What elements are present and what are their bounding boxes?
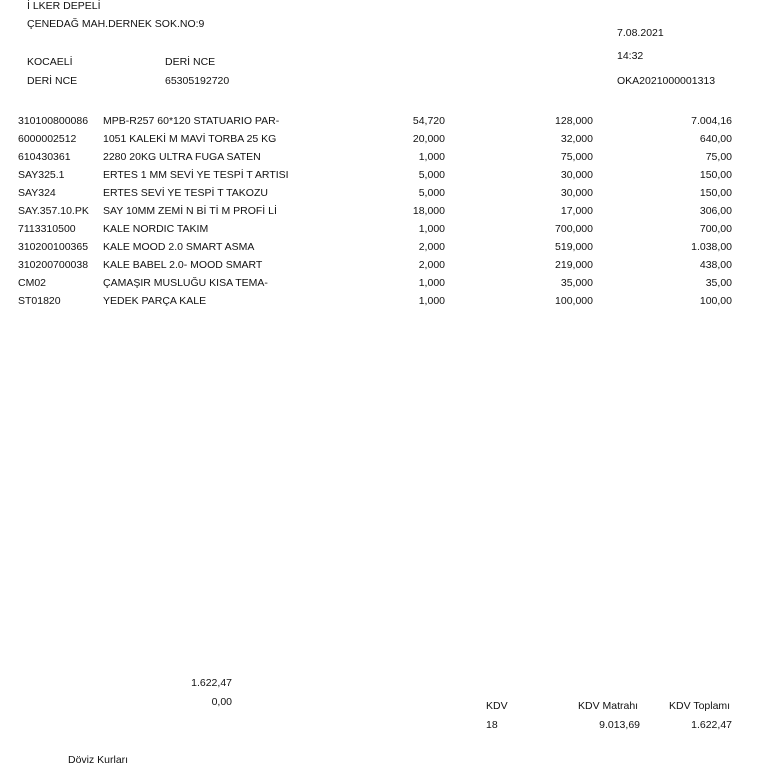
item-description: ÇAMAŞIR MUSLUĞU KISA TEMA- [103, 277, 268, 289]
item-unit-price: 219,000 [555, 259, 593, 271]
kdv-amount-header: KDV Toplamı [669, 700, 731, 712]
item-description: ERTES 1 MM SEVİ YE TESPİ T ARTISI [103, 169, 289, 181]
item-quantity: 1,000 [418, 151, 445, 163]
item-total: 700,00 [699, 223, 732, 235]
item-unit-price: 35,000 [560, 277, 593, 289]
item-quantity: 20,000 [412, 133, 445, 145]
item-description: SAY 10MM ZEMİ N Bİ Tİ M PROFİ Lİ [103, 205, 277, 217]
item-unit-price: 30,000 [560, 187, 593, 199]
item-unit-price: 30,000 [560, 169, 593, 181]
item-unit-price: 128,000 [555, 115, 593, 127]
item-description: YEDEK PARÇA KALE [103, 295, 207, 307]
kdv-base-header: KDV Matrahı [578, 700, 639, 712]
table-row [0, 259, 768, 277]
item-code: 610430361 [18, 151, 71, 163]
item-total: 7.004,16 [691, 115, 732, 127]
kdv-header: KDV [486, 700, 508, 712]
item-quantity: 1,000 [418, 277, 445, 289]
tax-office: DERİ NCE [27, 75, 78, 87]
table-row [0, 169, 768, 187]
item-quantity: 1,000 [418, 223, 445, 235]
item-total: 438,00 [699, 259, 732, 271]
item-quantity: 18,000 [412, 205, 445, 217]
item-description: 1051 KALEKİ M MAVİ TORBA 25 KG [103, 133, 277, 145]
item-code: 310200100365 [18, 241, 89, 253]
item-total: 75,00 [705, 151, 732, 163]
item-quantity: 54,720 [412, 115, 445, 127]
item-description: MPB-R257 60*120 STATUARIO PAR- [103, 115, 280, 127]
item-total: 150,00 [699, 187, 732, 199]
table-row [0, 295, 768, 313]
item-total: 640,00 [699, 133, 732, 145]
table-row [0, 151, 768, 169]
item-code: SAY324 [18, 187, 56, 199]
item-description: KALE NORDIC TAKIM [103, 223, 209, 235]
kdv-amount: 1.622,47 [691, 719, 732, 731]
table-row [0, 187, 768, 205]
item-unit-price: 17,000 [560, 205, 593, 217]
customer-city: KOCAELİ [27, 56, 73, 68]
item-code: ST01820 [18, 295, 61, 307]
item-quantity: 5,000 [418, 187, 445, 199]
table-row [0, 223, 768, 241]
discount-value: 0,00 [211, 696, 232, 708]
item-total: 1.038,00 [691, 241, 732, 253]
item-total: 100,00 [699, 295, 732, 307]
table-row [0, 277, 768, 295]
item-code: 7113310500 [18, 223, 76, 235]
kdv-base: 9.013,69 [599, 719, 640, 731]
table-row [0, 205, 768, 223]
document-number: OKA2021000001313 [617, 75, 716, 87]
invoice-date: 7.08.2021 [617, 27, 664, 39]
item-code: SAY.357.10.PK [18, 205, 89, 217]
item-unit-price: 100,000 [555, 295, 593, 307]
item-unit-price: 519,000 [555, 241, 593, 253]
customer-address: ÇENEDAĞ MAH.DERNEK SOK.NO:9 [27, 18, 205, 30]
item-description: KALE BABEL 2.0- MOOD SMART [103, 259, 263, 271]
item-quantity: 2,000 [418, 259, 445, 271]
item-unit-price: 75,000 [560, 151, 593, 163]
customer-name: İ LKER DEPELİ [27, 0, 101, 12]
tax-number: 65305192720 [165, 75, 230, 87]
item-code: 310200700038 [18, 259, 89, 271]
item-unit-price: 700,000 [555, 223, 593, 235]
item-code: 310100800086 [18, 115, 89, 127]
invoice-time: 14:32 [617, 50, 644, 62]
item-total: 35,00 [705, 277, 732, 289]
item-description: ERTES SEVİ YE TESPİ T TAKOZU [103, 187, 268, 199]
customer-district: DERİ NCE [165, 56, 216, 68]
item-quantity: 2,000 [418, 241, 445, 253]
item-code: 6000002512 [18, 133, 77, 145]
table-row [0, 115, 768, 133]
table-row [0, 241, 768, 259]
item-code: CM02 [18, 277, 47, 289]
item-unit-price: 32,000 [560, 133, 593, 145]
item-total: 306,00 [699, 205, 732, 217]
kdv-rate: 18 [486, 719, 498, 731]
item-quantity: 1,000 [418, 295, 445, 307]
item-quantity: 5,000 [418, 169, 445, 181]
item-total: 150,00 [699, 169, 732, 181]
tax-total-value: 1.622,47 [191, 677, 232, 689]
item-code: SAY325.1 [18, 169, 65, 181]
table-row [0, 133, 768, 151]
item-description: 2280 20KG ULTRA FUGA SATEN [103, 151, 261, 163]
exchange-rates-label: Döviz Kurları [68, 754, 129, 766]
item-description: KALE MOOD 2.0 SMART ASMA [103, 241, 255, 253]
